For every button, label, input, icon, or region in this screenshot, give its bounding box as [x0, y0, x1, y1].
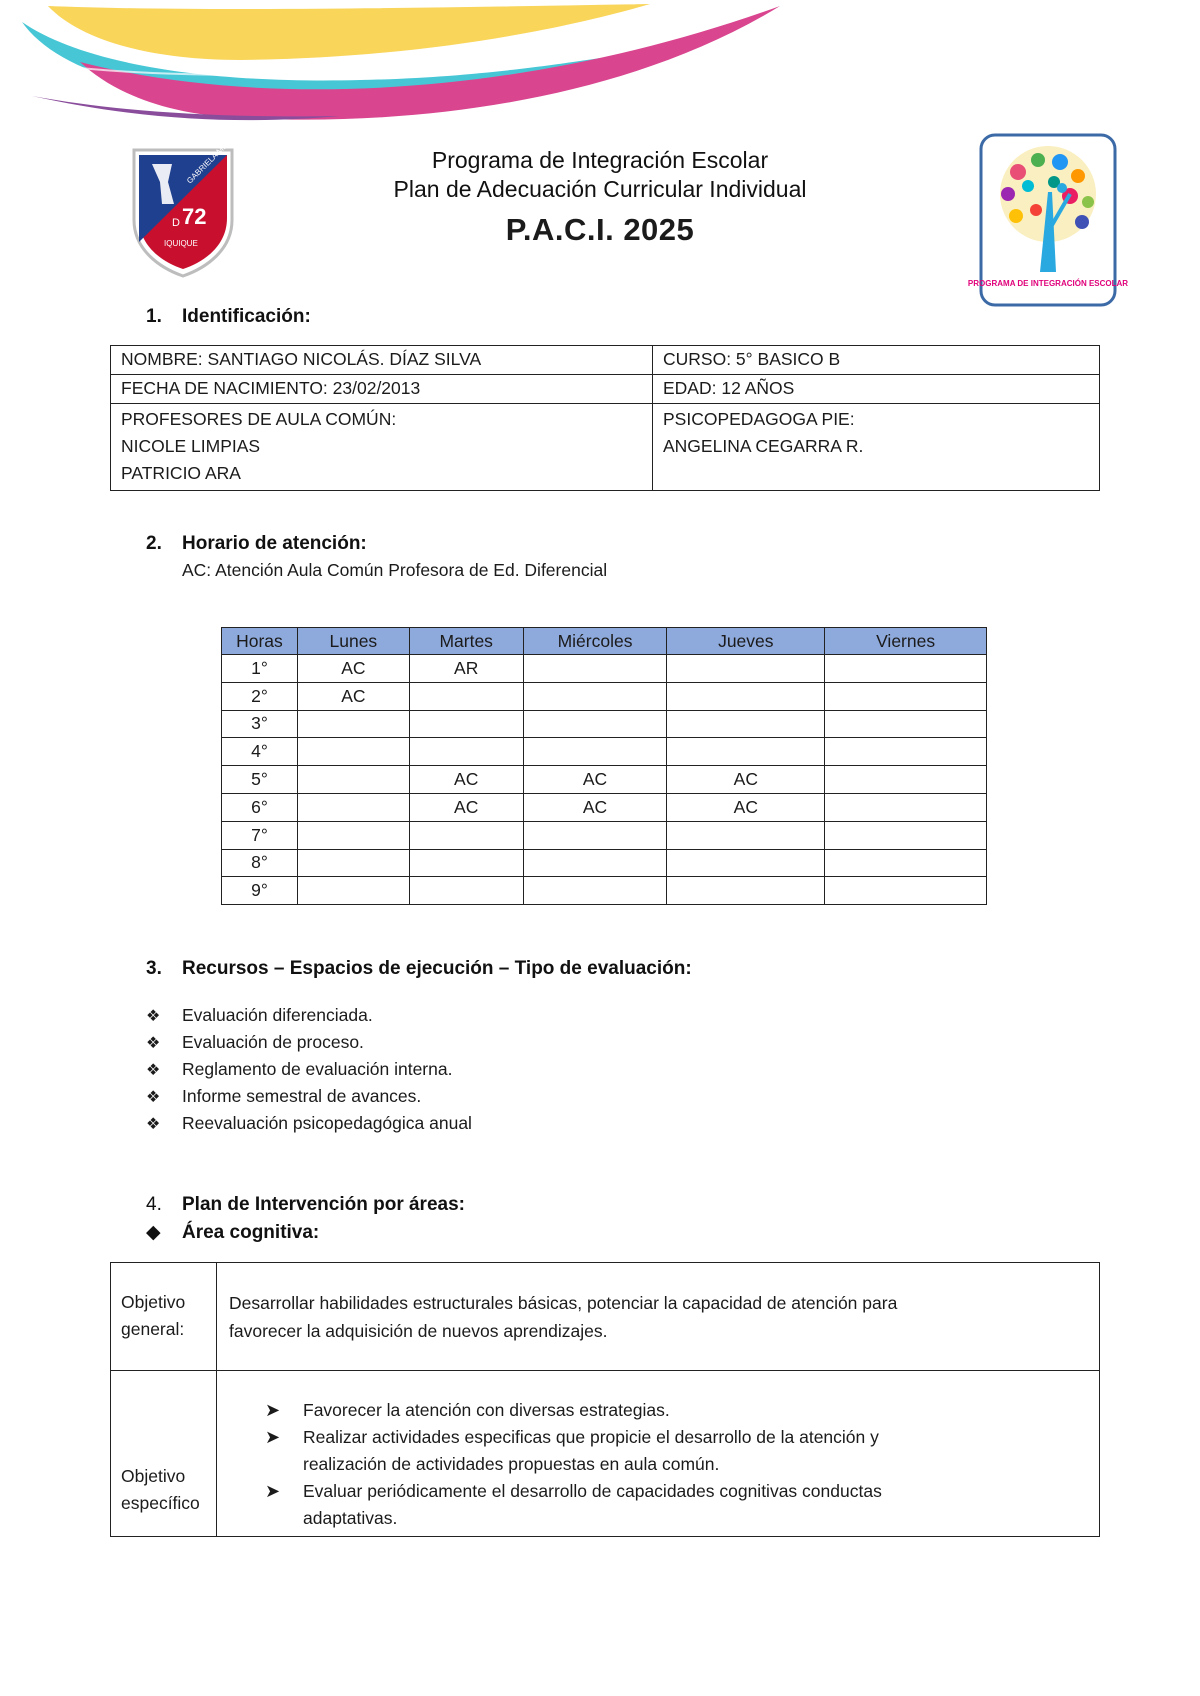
schedule-cell [523, 877, 667, 905]
hour-cell: 4° [222, 738, 298, 766]
profesor-name: NICOLE LIMPIAS [121, 436, 261, 456]
text-line: Realizar actividades especificas que propicie el desarrollo de la atención y [303, 1427, 879, 1447]
section-4-title: Plan de Intervención por áreas: [182, 1194, 465, 1215]
table-row [222, 877, 987, 905]
svg-text:72: 72 [182, 204, 207, 229]
section-4-heading [146, 1194, 465, 1216]
header-martes: Martes [409, 628, 523, 655]
section-2-number: 2. [146, 533, 162, 554]
text-line: realización de actividades propuestas en aula común. [303, 1454, 720, 1474]
schedule-cell: AC [297, 682, 409, 710]
schedule-cell [667, 710, 825, 738]
table-row [222, 655, 987, 683]
program-title: Programa de Integración Escolar [431, 147, 769, 173]
diamond-bullet-icon: ❖ [146, 1116, 161, 1133]
schedule-table [221, 627, 987, 905]
table-row [222, 849, 987, 877]
arrow-bullet-icon: ➤ [265, 1427, 281, 1447]
text-line: Desarrollar habilidades estructurales básicas, potenciar la capacidad de atención para [229, 1293, 898, 1313]
general-objective-label [111, 1263, 217, 1371]
area-heading [146, 1221, 319, 1244]
curso-cell: CURSO: 5° BASICO B [653, 346, 1100, 375]
arrow-bullet-icon: ➤ [265, 1400, 281, 1420]
profesores-label: PROFESORES DE AULA COMÚN: [121, 409, 397, 429]
fecha-nacimiento-cell: FECHA DE NACIMIENTO: 23/02/2013 [111, 375, 653, 404]
table-row [222, 710, 987, 738]
section-2-heading [146, 533, 367, 555]
identification-table [110, 345, 1100, 491]
list-item [146, 1083, 472, 1110]
schedule-cell: AC [409, 766, 523, 794]
table-row [222, 738, 987, 766]
psicopedagoga-name: ANGELINA CEGARRA R. [663, 436, 864, 456]
psicopedagoga-label: PSICOPEDAGOGA PIE: [663, 409, 855, 429]
list-item-text: Informe semestral de avances. [182, 1086, 422, 1106]
profesor-name: PATRICIO ARA [121, 463, 241, 483]
schedule-cell [297, 766, 409, 794]
schedule-cell [409, 849, 523, 877]
schedule-cell: AC [297, 655, 409, 683]
list-item [265, 1478, 1087, 1532]
text-line: Favorecer la atención con diversas estrategias. [303, 1400, 670, 1420]
header-swoosh [0, 0, 1200, 140]
schedule-cell: AC [667, 766, 825, 794]
schedule-cell: AC [523, 793, 667, 821]
area-title: Área cognitiva: [182, 1222, 320, 1243]
arrow-bullet-icon: ➤ [265, 1481, 281, 1501]
schedule-cell [523, 682, 667, 710]
svg-text:IQUIQUE: IQUIQUE [164, 239, 198, 248]
text-line: Evaluar periódicamente el desarrollo de capacidades cognitivas conductas [303, 1481, 882, 1501]
label-line: específico [121, 1493, 200, 1513]
schedule-cell [409, 682, 523, 710]
header-viernes: Viernes [825, 628, 987, 655]
list-item-text: Reglamento de evaluación interna. [182, 1059, 453, 1079]
list-item [265, 1424, 1087, 1478]
school-shield-logo [130, 124, 246, 278]
schedule-cell [409, 738, 523, 766]
psicopedagoga-cell [653, 404, 1100, 491]
schedule-cell [297, 849, 409, 877]
schedule-cell [667, 877, 825, 905]
hour-cell: 3° [222, 710, 298, 738]
schedule-cell [825, 849, 987, 877]
list-item-text: Reevaluación psicopedagógica anual [182, 1113, 472, 1133]
pie-tree-logo [967, 132, 1129, 308]
schedule-cell [523, 710, 667, 738]
specific-objective-label [111, 1371, 217, 1537]
header-jueves: Jueves [667, 628, 825, 655]
diamond-bullet-icon: ❖ [146, 1008, 161, 1025]
header-miercoles: Miércoles [523, 628, 667, 655]
nombre-cell: NOMBRE: SANTIAGO NICOLÁS. DÍAZ SILVA [111, 346, 653, 375]
list-item-text: Evaluación de proceso. [182, 1032, 364, 1052]
hour-cell: 8° [222, 849, 298, 877]
schedule-cell [523, 821, 667, 849]
schedule-cell [297, 710, 409, 738]
hour-cell: 5° [222, 766, 298, 794]
table-row [222, 682, 987, 710]
schedule-cell: AR [409, 655, 523, 683]
schedule-cell [667, 821, 825, 849]
plan-title: Plan de Adecuación Curricular Individual [393, 176, 807, 202]
hour-cell: 1° [222, 655, 298, 683]
objectives-table [110, 1262, 1100, 1537]
text-line: adaptativas. [303, 1508, 398, 1528]
section-1-title: Identificación: [182, 306, 311, 327]
specific-objective-list [217, 1371, 1100, 1537]
schedule-cell [825, 877, 987, 905]
schedule-cell [825, 821, 987, 849]
list-item [265, 1397, 1087, 1424]
schedule-cell [667, 849, 825, 877]
diamond-bullet-icon: ❖ [146, 1089, 161, 1106]
schedule-cell [825, 793, 987, 821]
schedule-cell [523, 655, 667, 683]
label-line: Objetivo [121, 1466, 186, 1486]
hour-cell: 9° [222, 877, 298, 905]
schedule-cell [825, 682, 987, 710]
schedule-cell [409, 821, 523, 849]
table-row [222, 821, 987, 849]
resources-list [146, 1002, 472, 1137]
schedule-legend: AC: Atención Aula Común Profesora de Ed. Diferencial [182, 560, 608, 580]
schedule-cell [297, 877, 409, 905]
list-item [146, 1056, 472, 1083]
document-header [300, 146, 900, 248]
header-lunes: Lunes [297, 628, 409, 655]
schedule-cell [523, 849, 667, 877]
edad-cell: EDAD: 12 AÑOS [653, 375, 1100, 404]
section-1-heading [146, 306, 311, 328]
diamond-bullet-icon: ◆ [146, 1222, 161, 1243]
svg-text:PROGRAMA DE INTEGRACIÓN ESCOLA: PROGRAMA DE INTEGRACIÓN ESCOLAR [967, 279, 1129, 288]
text-line: favorecer la adquisición de nuevos aprendizajes. [229, 1321, 608, 1341]
schedule-cell [297, 738, 409, 766]
hour-cell: 6° [222, 793, 298, 821]
profesores-cell [111, 404, 653, 491]
label-line: general: [121, 1319, 185, 1339]
schedule-cell [409, 877, 523, 905]
schedule-cell [297, 821, 409, 849]
paci-title: P.A.C.I. 2025 [505, 212, 695, 247]
section-3-title: Recursos – Espacios de ejecución – Tipo de evaluación: [182, 958, 692, 979]
section-3-number: 3. [146, 958, 162, 979]
section-3-heading [146, 958, 692, 980]
schedule-cell [297, 793, 409, 821]
hour-cell: 7° [222, 821, 298, 849]
general-objective-text [217, 1263, 1100, 1371]
table-row [222, 793, 987, 821]
table-row [222, 766, 987, 794]
schedule-cell [825, 710, 987, 738]
table-row [111, 404, 1100, 491]
diamond-bullet-icon: ❖ [146, 1062, 161, 1079]
schedule-header-row [222, 628, 987, 655]
diamond-bullet-icon: ❖ [146, 1035, 161, 1052]
schedule-cell: AC [667, 793, 825, 821]
schedule-cell [825, 655, 987, 683]
header-horas: Horas [222, 628, 298, 655]
table-row [111, 346, 1100, 375]
schedule-cell: AC [523, 766, 667, 794]
list-item [146, 1029, 472, 1056]
table-row [111, 375, 1100, 404]
hour-cell: 2° [222, 682, 298, 710]
section-2-title: Horario de atención: [182, 533, 367, 554]
schedule-cell [667, 682, 825, 710]
schedule-cell [667, 655, 825, 683]
label-line: Objetivo [121, 1292, 186, 1312]
svg-text:D: D [172, 217, 180, 229]
schedule-cell [825, 738, 987, 766]
list-item-text: Evaluación diferenciada. [182, 1005, 373, 1025]
section-1-number: 1. [146, 306, 162, 327]
table-row [111, 1263, 1100, 1371]
table-row [111, 1371, 1100, 1537]
svg-text:GABRIELA MISTRAL: GABRIELA MISTRAL [185, 124, 246, 186]
list-item [146, 1002, 472, 1029]
schedule-cell: AC [409, 793, 523, 821]
schedule-cell [667, 738, 825, 766]
list-item [146, 1110, 472, 1137]
schedule-cell [523, 738, 667, 766]
section-4-number: 4. [146, 1194, 162, 1215]
schedule-cell [409, 710, 523, 738]
schedule-cell [825, 766, 987, 794]
